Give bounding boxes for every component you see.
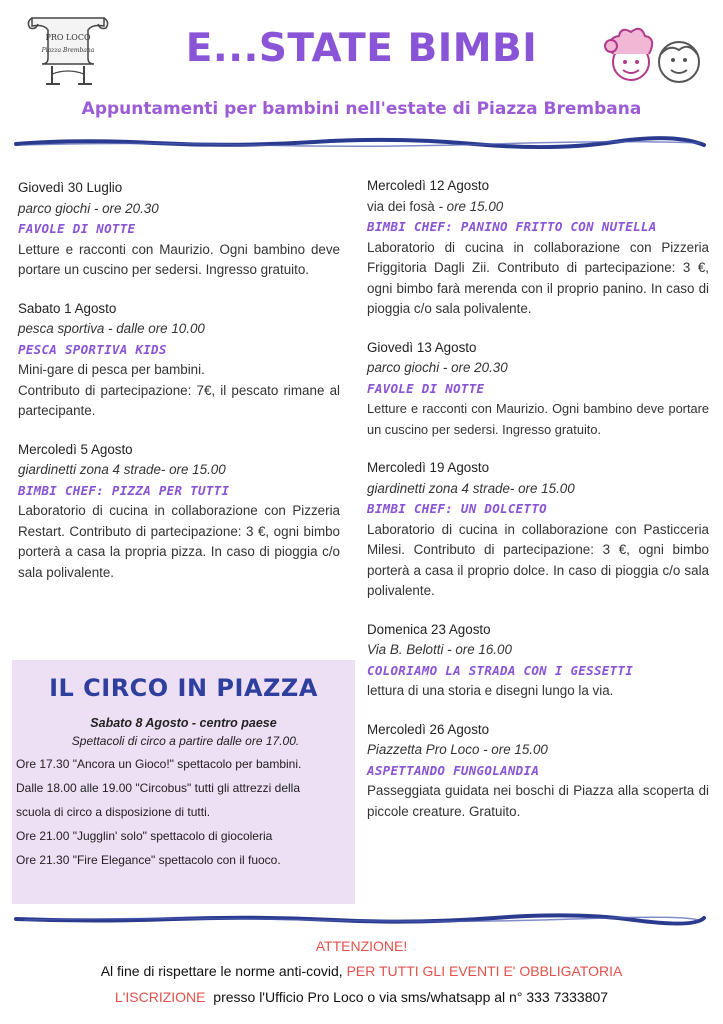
event-title: ASPETTANDO FUNGOLANDIA <box>367 762 540 778</box>
left-column <box>18 178 340 601</box>
event-description: Laboratorio di cucina in collaborazione con Pasticceria Milesi. Contributo di partecipazione: 3 €, ogni bimbo porterà a casa il proprio dolce. In caso di pioggia c/o sala polivalente. <box>367 521 709 598</box>
logo-line1: PRO LOCO <box>45 33 91 42</box>
event-place-time: - ore 15.00 <box>434 198 504 214</box>
event-30-luglio <box>18 178 340 281</box>
event-place-row <box>367 197 709 218</box>
event-date: Sabato 1 Agosto <box>18 300 117 316</box>
event-title: PESCA SPORTIVA KIDS <box>18 341 167 357</box>
circo-line: scuola di circo a disposizione di tutti. <box>16 805 211 819</box>
notice-highlight: PER TUTTI GLI EVENTI E' OBBLIGATORIA <box>346 963 623 979</box>
circo-line: Ore 17.30 "Ancora un Gioco!" spettacolo per bambini. <box>16 757 302 771</box>
event-date: Mercoledì 26 Agosto <box>367 721 490 737</box>
circo-line: Dalle 18.00 alle 19.00 "Circobus" tutti gli attrezzi della <box>16 781 301 795</box>
event-date: Mercoledì 5 Agosto <box>18 441 133 457</box>
event-place: pesca sportiva - dalle ore 10.00 <box>18 321 205 336</box>
event-place: giardinetti zona 4 strade- ore 15.00 <box>367 480 575 496</box>
circo-title: IL CIRCO IN PIAZZA <box>49 674 318 702</box>
event-date: Giovedì 30 Luglio <box>18 180 123 195</box>
event-title: COLORIAMO LA STRADA CON I GESSETTI <box>367 662 634 678</box>
event-place: parco giochi - ore 20.30 <box>18 200 159 216</box>
event-description-2: Contributo di partecipazione: 7€, il pescato rimane al partecipante. <box>18 382 340 418</box>
page-title: E...STATE BIMBI <box>185 26 538 71</box>
event-title: BIMBI CHEF: UN DOLCETTO <box>367 501 547 516</box>
top-divider <box>14 136 706 150</box>
event-description: lettura di una storia e disegni lungo la via. <box>367 683 614 698</box>
notice-text: presso l'Ufficio Pro Loco o via sms/whatsapp al n° 333 7333807 <box>205 989 609 1005</box>
circo-intro: Spettacoli di circo a partire dalle ore 17.00. <box>71 734 300 748</box>
page-subtitle: Appuntamenti per bambini nell'estate di Piazza Brembana <box>81 99 642 119</box>
event-title: FAVOLE DI NOTTE <box>18 221 136 236</box>
event-date: Mercoledì 12 Agosto <box>367 178 490 193</box>
notice-line-2 <box>0 989 723 1005</box>
event-23-agosto <box>367 620 709 702</box>
circo-box <box>12 660 355 904</box>
notice-line-1 <box>0 963 723 979</box>
logo-line2: Piazza Brembana <box>41 47 95 54</box>
notice-text: Al fine di rispettare le norme anti-covid, <box>100 963 347 979</box>
event-description: Letture e racconti con Maurizio. Ogni bambino deve portare un cuscino per sedersi. Ingresso gratuito. <box>18 241 340 277</box>
event-description: Mini-gare di pesca per bambini. <box>18 362 205 377</box>
event-5-agosto <box>18 440 340 584</box>
event-title: BIMBI CHEF: PIZZA PER TUTTI <box>18 482 230 498</box>
circo-subtitle: Sabato 8 Agosto - centro paese <box>90 716 277 730</box>
event-date: Domenica 23 Agosto <box>367 621 491 637</box>
event-description: Laboratorio di cucina in collaborazione con Pizzeria Friggitoria Dagli Zii. Contributo di partecipazione: 3 €, ogni bimbo farà merenda con il proprio panino. In caso di pioggia c/o sala polivalente. <box>367 239 709 316</box>
event-place: Piazzetta Pro Loco - ore 15.00 <box>367 742 548 757</box>
event-12-agosto <box>367 176 709 320</box>
event-19-agosto <box>367 458 709 602</box>
event-description: Passeggiata guidata nei boschi di Piazza alla scoperta di piccole creature. Gratuito. <box>367 783 709 819</box>
kids-faces-icon <box>595 24 707 88</box>
circo-line: Ore 21.30 "Fire Elegance" spettacolo con il fuoco. <box>16 853 281 867</box>
event-26-agosto <box>367 720 709 823</box>
right-column <box>367 176 709 840</box>
event-place: giardinetti zona 4 strade- ore 15.00 <box>18 462 226 477</box>
notice-highlight: L'ISCRIZIONE <box>114 989 206 1005</box>
notice-heading: ATTENZIONE! <box>315 938 408 954</box>
bottom-divider <box>14 912 706 926</box>
event-description: Laboratorio di cucina in collaborazione con Pizzeria Restart. Contributo di partecipazione: 3 €, ogni bimbo porterà a casa la propria pizza. In caso di pioggia c/o sala polivalente. <box>18 503 340 580</box>
event-place: via dei fosà <box>367 198 435 214</box>
event-1-agosto <box>18 299 340 422</box>
event-title: FAVOLE DI NOTTE <box>367 380 485 396</box>
event-title: BIMBI CHEF: PANINO FRITTO CON NUTELLA <box>367 219 657 234</box>
circo-line: Ore 21.00 "Jugglin' solo" spettacolo di giocoleria <box>16 829 273 843</box>
event-13-agosto <box>367 338 709 441</box>
event-place: parco giochi - ore 20.30 <box>367 360 508 375</box>
event-place: Via B. Belotti - ore 16.00 <box>367 642 512 657</box>
event-date: Giovedì 13 Agosto <box>367 339 477 355</box>
event-date: Mercoledì 19 Agosto <box>367 460 490 475</box>
event-description: Letture e racconti con Maurizio. Ogni bambino deve portare un cuscino per sedersi. Ingresso gratuito. <box>367 401 709 437</box>
